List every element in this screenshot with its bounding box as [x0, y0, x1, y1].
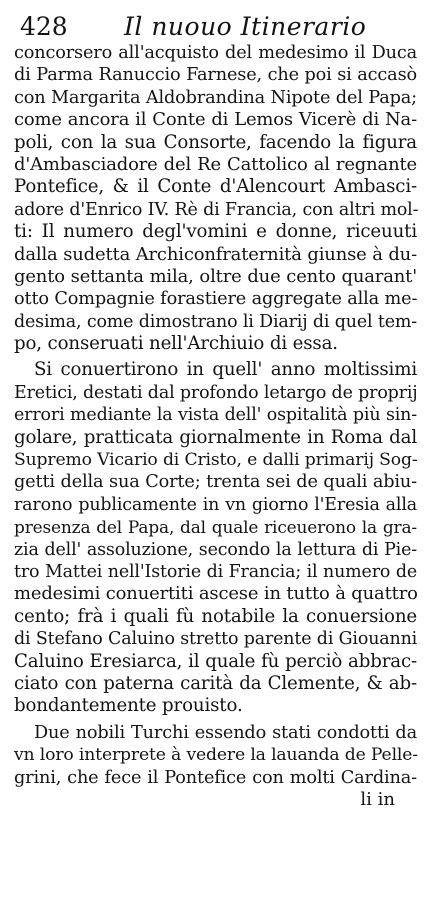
text-line: getti della sua Corte; trenta sei de quali abiu-	[14, 472, 417, 493]
text-line: zia dell' assoluzione, secondo la lettura di Pie-	[14, 539, 417, 560]
text-line: di Stefano Caluino stretto parente di Giouanni	[14, 629, 418, 650]
text-line: Eretici, destati dal profondo letargo de proprij	[14, 382, 418, 403]
text-line: Caluino Eresiarca, il quale fù perciò abbrac-	[14, 650, 417, 672]
text-line: cento; frà i quali fù notabile la conuersione	[14, 605, 417, 627]
text-line: di Parma Ranuccio Farnese, che poi si accasò	[14, 65, 417, 86]
catchword: li in	[360, 788, 395, 810]
paragraph-1	[14, 42, 417, 355]
text-line: rarono publicamente in vn giorno l'Eresia alla	[14, 494, 417, 515]
text-line: tro Mattei nell'Istorie di Francia; il numero de	[14, 561, 417, 582]
text-line: Pontefice, & il Conte d'Alencourt Ambasci-	[14, 176, 417, 198]
paragraph-3	[14, 722, 417, 789]
text-line: concorsero all'acquisto del medesimo il Duca	[14, 43, 417, 63]
text-line: come ancora il Conte di Lemos Vicerè di Na-	[14, 109, 417, 131]
text-line: presenza del Papa, dal quale riceuerono la gra-	[14, 517, 417, 538]
paragraph-2	[14, 359, 417, 717]
running-title: Il nuouo Itinerario	[124, 12, 367, 41]
text-line: Si conuertirono in quell' anno moltissimi	[34, 359, 417, 381]
text-line: otto Compagnie forastiere aggregate alla me-	[14, 289, 418, 310]
text-line: gento settanta mila, oltre due cento quarant'	[14, 265, 417, 287]
text-line: poli, con la sua Consorte, facendo la figura	[14, 131, 417, 153]
text-line: bondantemente prouisto.	[14, 695, 243, 717]
text-line: medesimi conuertiti ascese in tutto à quattro	[14, 583, 418, 605]
text-line: desima, come dimostrano li Diarij di quel tem-	[14, 311, 417, 332]
text-line: dalla sudetta Archiconfraternità giunse à du-	[14, 243, 417, 265]
running-head	[14, 8, 417, 42]
text-line: Due nobili Turchi essendo stati condotti da	[34, 722, 417, 743]
text-line: vn loro interprete à vedere la lauanda de Pelle-	[14, 745, 418, 766]
text-line: grini, che fece il Pontefice con molti Cardina-	[14, 767, 417, 788]
text-line: golare, pratticata giornalmente in Roma dal	[14, 426, 417, 448]
text-line: Supremo Vicario di Cristo, e dalli primarij Sog-	[14, 450, 418, 471]
text-line: po, conseruati nell'Archiuio di essa.	[14, 333, 338, 355]
text-line: d'Ambasciadore del Re Cattolico al regnante	[14, 153, 417, 175]
text-line: ciato con paterna carità da Clemente, & ab-	[14, 672, 417, 694]
text-line: con Margarita Aldobrandina Nipote del Papa;	[14, 87, 417, 108]
text-line: ti: Il numero degl'vomini e donne, riceuuti	[14, 221, 417, 243]
text-line: adore d'Enrico IV. Rè di Francia, con altri mol-	[14, 199, 419, 220]
text-line: errori mediante la vista dell' ospitalità più sin-	[14, 405, 417, 426]
page-number: 428	[20, 12, 68, 41]
